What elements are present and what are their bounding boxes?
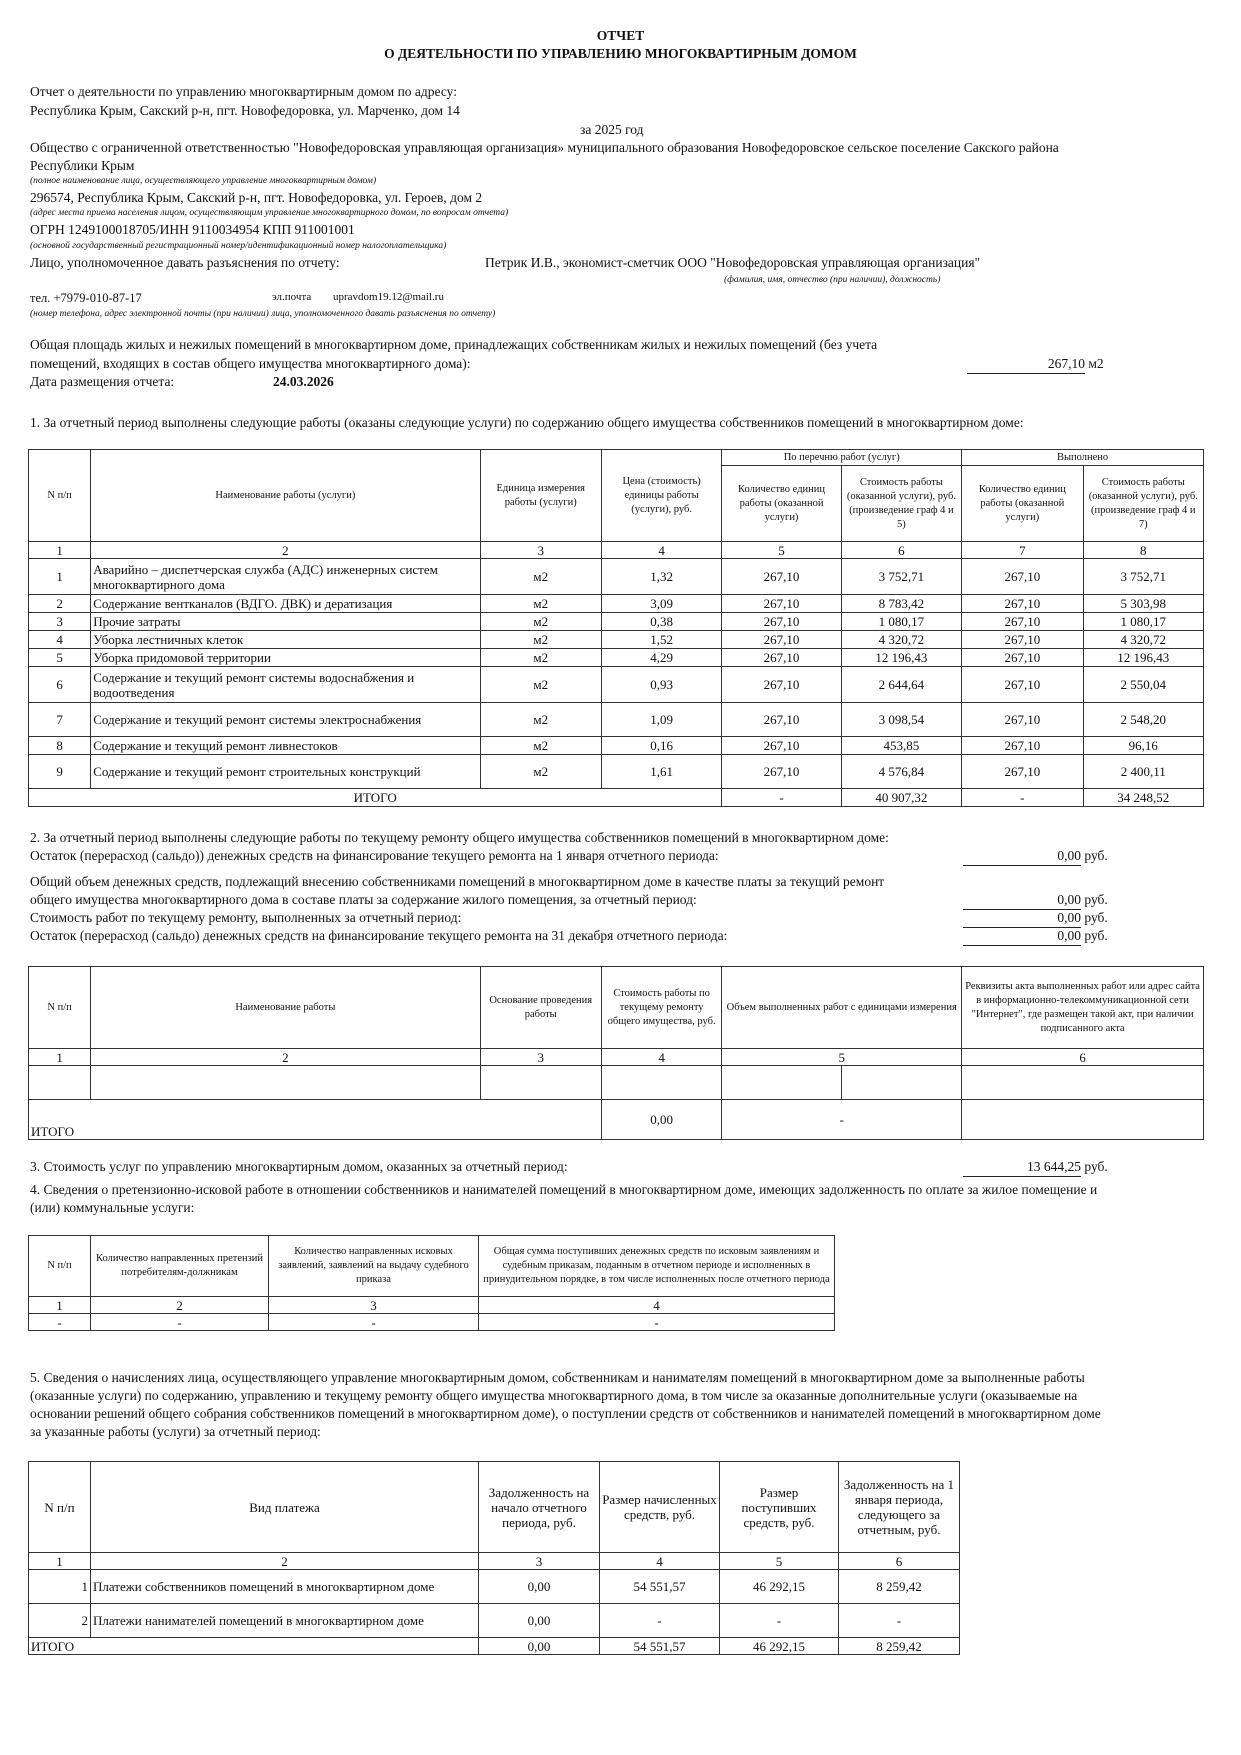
row-num: 7	[29, 703, 91, 737]
col-group-done: Выполнено	[962, 450, 1204, 466]
balance-start-value: 0,00	[963, 847, 1081, 866]
total-received: 46 292,15	[720, 1638, 839, 1655]
col-number: 5	[722, 1049, 962, 1066]
work-name: Аварийно – диспетчерская служба (АДС) инженерных систем многоквартирного дома	[91, 559, 480, 595]
balance-end-value: 0,00	[963, 927, 1081, 946]
plan-cost: 4 576,84	[841, 755, 961, 789]
total-done-cost: 34 248,52	[1083, 789, 1203, 807]
row-num: 2	[29, 595, 91, 613]
col-name: Наименование работы (услуги)	[91, 450, 480, 542]
area-field	[967, 355, 1104, 374]
table-row	[29, 631, 1204, 649]
work-unit: м2	[480, 755, 601, 789]
col-num: N п/п	[29, 1462, 91, 1553]
works-cost-field	[963, 909, 1108, 928]
plan-cost: 2 644,64	[841, 667, 961, 703]
col-unit: Единица измерения работы (услуги)	[480, 450, 601, 542]
col-number: 4	[601, 1049, 721, 1066]
payments-table	[28, 1461, 960, 1655]
payments-total-row	[29, 1638, 960, 1655]
done-qty: 267,10	[962, 755, 1083, 789]
plan-qty: 267,10	[722, 559, 841, 595]
col-number: 1	[29, 542, 91, 559]
date-value: 24.03.2026	[273, 374, 334, 389]
total-plan-qty: -	[722, 789, 841, 807]
done-qty: 267,10	[962, 613, 1083, 631]
repair-total-row	[29, 1100, 1204, 1140]
col-price: Цена (стоимость) единицы работы (услуги), руб.	[601, 450, 721, 542]
debt-end: 8 259,42	[839, 1570, 960, 1604]
row-num: 1	[29, 559, 91, 595]
col-number: 3	[479, 1553, 600, 1570]
area-text-cont: помещений, входящих в состав общего имущества многоквартирного дома):	[30, 356, 471, 371]
works-cost-value: 0,00	[963, 909, 1081, 928]
col-volume: Объем выполненных работ с единицами измерения	[722, 967, 962, 1049]
report-subtitle: О ДЕЯТЕЛЬНОСТИ ПО УПРАВЛЕНИЮ МНОГОКВАРТИРНЫМ ДОМОМ	[384, 46, 857, 61]
empty-cell	[91, 1066, 480, 1100]
section4-heading-cont: (или) коммунальные услуги:	[30, 1200, 195, 1215]
charged: 54 551,57	[600, 1570, 720, 1604]
col-number: 3	[269, 1297, 479, 1314]
row-num: 8	[29, 737, 91, 755]
col-received: Размер поступивших средств, руб.	[720, 1462, 839, 1553]
debt-start: 0,00	[479, 1570, 600, 1604]
section5-heading-4: за указанные работы (услуги) за отчетный период:	[30, 1424, 321, 1439]
col-group-plan: По перечню работ (услуг)	[722, 450, 962, 466]
email-label: эл.почта	[272, 291, 312, 303]
work-unit: м2	[480, 559, 601, 595]
col-act: Реквизиты акта выполненных работ или адрес сайта в информационно-телекоммуникационной сети "Интернет", где размещен такой акт, при наличии подписанного акта	[962, 967, 1204, 1049]
works-cost-label: Стоимость работ по текущему ремонту, выполненных за отчетный период:	[30, 910, 462, 925]
col-cost: Стоимость работы по текущему ремонту общего имущества, руб.	[601, 967, 721, 1049]
col-number: 3	[480, 542, 601, 559]
col-name: Наименование работы	[91, 967, 480, 1049]
house-address: Республика Крым, Сакский р-н, пгт. Новофедоровка, ул. Марченко, дом 14	[30, 103, 460, 118]
ogrn-note: (основной государственный регистрационный номер/идентификационный номер налогоплательщика)	[30, 241, 447, 251]
total-funds-field	[963, 891, 1108, 910]
plan-cost: 1 080,17	[841, 613, 961, 631]
row-num: 4	[29, 631, 91, 649]
empty-cell	[962, 1066, 1204, 1100]
contact-person-note: (фамилия, имя, отчество (при наличии), должность)	[724, 275, 941, 285]
done-qty: 267,10	[962, 737, 1083, 755]
done-cost: 2 548,20	[1083, 703, 1203, 737]
col-type: Вид платежа	[91, 1462, 479, 1553]
work-name: Содержание и текущий ремонт системы электроснабжения	[91, 703, 480, 737]
work-unit: м2	[480, 631, 601, 649]
balance-start-label: Остаток (перерасход (сальдо)) денежных средств на финансирование текущего ремонта на 1 января отчетного периода:	[30, 848, 719, 863]
total-plan-cost: 40 907,32	[841, 789, 961, 807]
total-cost: 0,00	[601, 1100, 721, 1140]
section2-heading: 2. За отчетный период выполнены следующие работы по текущему ремонту общего имущества собственников помещений в многоквартирном доме:	[30, 830, 889, 845]
section5-heading-2: (оказанные услуги) по содержанию, управлению и текущему ремонту общего имущества многоквартирного дома, в том числе за оказанные дополнительные услуги (оказываемые на	[30, 1388, 1078, 1403]
work-price: 1,09	[601, 703, 721, 737]
plan-qty: 267,10	[722, 649, 841, 667]
table-row	[29, 1314, 835, 1331]
received: 46 292,15	[720, 1570, 839, 1604]
intro-text: Отчет о деятельности по управлению многоквартирным домом по адресу:	[30, 84, 458, 99]
done-cost: 3 752,71	[1083, 559, 1203, 595]
section3-label: 3. Стоимость услуг по управлению многоквартирным домом, оказанных за отчетный период:	[30, 1159, 568, 1174]
total-done-qty: -	[962, 789, 1083, 807]
plan-cost: 4 320,72	[841, 631, 961, 649]
claims-table	[28, 1235, 835, 1331]
col-number: 2	[91, 1553, 479, 1570]
total-funds-label: Общий объем денежных средств, подлежащий внесению собственниками помещений в многоквартирном доме в качестве платы за текущий ремонт	[30, 874, 885, 889]
table-row	[29, 649, 1204, 667]
area-value: 267,10	[967, 355, 1085, 374]
works-table	[28, 449, 1204, 807]
row-num: 6	[29, 667, 91, 703]
col-claims: Количество направленных претензий потребителям-должникам	[91, 1236, 269, 1297]
work-name: Содержание вентканалов (ВДГО. ДВК) и дератизация	[91, 595, 480, 613]
charged: -	[600, 1604, 720, 1638]
col-number: 1	[29, 1297, 91, 1314]
row-num: 1	[29, 1570, 91, 1604]
currency: руб.	[1084, 1159, 1108, 1174]
total-funds-value: 0,00	[963, 891, 1081, 910]
done-qty: 267,10	[962, 559, 1083, 595]
plan-qty: 267,10	[722, 595, 841, 613]
done-cost: 96,16	[1083, 737, 1203, 755]
col-debt-end: Задолженность на 1 января периода, следующего за отчетным, руб.	[839, 1462, 960, 1553]
col-number: 6	[841, 542, 961, 559]
plan-cost: 3 752,71	[841, 559, 961, 595]
repair-table	[28, 966, 1204, 1140]
ogrn-inn-kpp: ОГРН 1249100018705/ИНН 9110034954 КПП 911001001	[30, 222, 355, 237]
work-unit: м2	[480, 649, 601, 667]
col-plan-qty: Количество единиц работы (оказанной услуги)	[722, 466, 841, 542]
col-number: 4	[600, 1553, 720, 1570]
plan-cost: 453,85	[841, 737, 961, 755]
total-debt-start: 0,00	[479, 1638, 600, 1655]
empty-cell	[29, 1066, 91, 1100]
col-number: 7	[962, 542, 1083, 559]
row-num: 2	[29, 1604, 91, 1638]
phone: тел. +7979-010-87-17	[30, 291, 142, 305]
org-address: 296574, Республика Крым, Сакский р-н, пгт. Новофедоровка, ул. Героев, дом 2	[30, 190, 483, 205]
plan-cost: 3 098,54	[841, 703, 961, 737]
plan-qty: 267,10	[722, 631, 841, 649]
payment-type: Платежи собственников помещений в многоквартирном доме	[91, 1570, 479, 1604]
plan-qty: 267,10	[722, 667, 841, 703]
col-num: N п/п	[29, 967, 91, 1049]
done-qty: 267,10	[962, 649, 1083, 667]
row-num: 9	[29, 755, 91, 789]
col-number: 2	[91, 542, 480, 559]
repair-empty-row	[29, 1066, 1204, 1100]
plan-qty: 267,10	[722, 737, 841, 755]
work-unit: м2	[480, 595, 601, 613]
done-qty: 267,10	[962, 595, 1083, 613]
work-price: 0,93	[601, 667, 721, 703]
total-volume: -	[722, 1100, 962, 1140]
section5-heading-3: основании решений общего собрания собственников помещений в многоквартирном доме), о поступлении средств от собственников и нанимателей помещений в многоквартирном доме	[30, 1406, 1101, 1421]
empty-cell	[722, 1066, 841, 1100]
org-name: Общество с ограниченной ответственностью "Новофедоровская управляющая организация» муниципального образования Новофедоровское сельское поселение Сакского района	[30, 140, 1059, 155]
contact-person: Петрик И.В., экономист-сметчик ООО "Новофедоровская управляющая организация"	[485, 255, 981, 270]
payment-type: Платежи нанимателей помещений в многоквартирном доме	[91, 1604, 479, 1638]
claims-count: -	[91, 1314, 269, 1331]
table-row	[29, 595, 1204, 613]
col-plan-cost: Стоимость работы (оказанной услуги), руб. (произведение граф 4 и 5)	[841, 466, 961, 542]
col-num: N п/п	[29, 1236, 91, 1297]
received: -	[720, 1604, 839, 1638]
work-price: 3,09	[601, 595, 721, 613]
management-cost-value: 13 644,25	[963, 1158, 1081, 1177]
claims-num: -	[29, 1314, 91, 1331]
table-row	[29, 1604, 960, 1638]
work-price: 0,16	[601, 737, 721, 755]
work-unit: м2	[480, 667, 601, 703]
claims-sum: -	[479, 1314, 835, 1331]
plan-qty: 267,10	[722, 613, 841, 631]
total-label: ИТОГО	[29, 1100, 602, 1140]
col-number: 4	[479, 1297, 835, 1314]
work-name: Уборка придомовой территории	[91, 649, 480, 667]
col-number: 5	[722, 542, 841, 559]
col-number: 2	[91, 1297, 269, 1314]
org-name-note: (полное наименование лица, осуществляющего управление многоквартирным домом)	[30, 176, 377, 186]
col-number: 8	[1083, 542, 1203, 559]
col-number: 6	[839, 1553, 960, 1570]
plan-cost: 12 196,43	[841, 649, 961, 667]
col-number: 1	[29, 1553, 91, 1570]
col-number: 3	[480, 1049, 601, 1066]
table-row	[29, 703, 1204, 737]
done-qty: 267,10	[962, 667, 1083, 703]
col-sum: Общая сумма поступивших денежных средств по исковым заявлениям и судебным приказам, поданным в отчетном периоде и исполненных в принудительном порядке, в том числе исполненных после отчетного периода	[479, 1236, 835, 1297]
section4-heading: 4. Сведения о претензионно-исковой работе в отношении собственников и нанимателей помещений в многоквартирном доме, имеющих задолженность по оплате за жилое помещение и	[30, 1182, 1098, 1197]
col-num: N п/п	[29, 450, 91, 542]
management-cost-field	[963, 1158, 1108, 1177]
contact-label: Лицо, уполномоченное давать разъяснения по отчету:	[30, 255, 340, 270]
total-debt-end: 8 259,42	[839, 1638, 960, 1655]
col-number: 4	[601, 542, 721, 559]
currency: руб.	[1084, 892, 1108, 907]
report-period: за 2025 год	[580, 122, 644, 137]
report-title: ОТЧЕТ	[596, 28, 645, 43]
empty-cell	[962, 1100, 1204, 1140]
total-charged: 54 551,57	[600, 1638, 720, 1655]
col-number: 5	[720, 1553, 839, 1570]
table-row	[29, 559, 1204, 595]
done-cost: 1 080,17	[1083, 613, 1203, 631]
work-price: 1,61	[601, 755, 721, 789]
balance-end-field	[963, 927, 1108, 946]
work-name: Уборка лестничных клеток	[91, 631, 480, 649]
table-row	[29, 613, 1204, 631]
work-name: Содержание и текущий ремонт строительных конструкций	[91, 755, 480, 789]
done-qty: 267,10	[962, 703, 1083, 737]
currency: руб.	[1084, 848, 1108, 863]
done-cost: 4 320,72	[1083, 631, 1203, 649]
work-name: Прочие затраты	[91, 613, 480, 631]
org-address-note: (адрес места приема населения лицом, осуществляющим управление многоквартирного домом, по вопросам отчета)	[30, 208, 509, 218]
total-label: ИТОГО	[29, 789, 722, 807]
currency: руб.	[1084, 928, 1108, 943]
plan-cost: 8 783,42	[841, 595, 961, 613]
col-done-qty: Количество единиц работы (оказанной услуги)	[962, 466, 1083, 542]
table-row	[29, 667, 1204, 703]
balance-end-label: Остаток (перерасход (сальдо) денежных средств на финансирование текущего ремонта на 31 декабря отчетного периода:	[30, 928, 728, 943]
work-name: Содержание и текущий ремонт ливнестоков	[91, 737, 480, 755]
balance-start-field	[963, 847, 1108, 866]
plan-qty: 267,10	[722, 703, 841, 737]
empty-cell	[480, 1066, 601, 1100]
total-funds-label-cont: общего имущества многоквартирного дома в составе платы за содержание жилого помещения, за отчетный период:	[30, 892, 697, 907]
work-price: 1,52	[601, 631, 721, 649]
section5-heading: 5. Сведения о начислениях лица, осуществляющего управление многоквартирным домом, собственникам и нанимателям помещений в многоквартирном доме за выполненные работы	[30, 1370, 1085, 1385]
done-cost: 2 400,11	[1083, 755, 1203, 789]
work-price: 1,32	[601, 559, 721, 595]
col-number: 1	[29, 1049, 91, 1066]
row-num: 5	[29, 649, 91, 667]
email[interactable]: upravdom19.12@mail.ru	[333, 291, 444, 303]
org-name-cont: Республики Крым	[30, 158, 135, 173]
table-row	[29, 755, 1204, 789]
col-lawsuits: Количество направленных исковых заявлений, заявлений на выдачу судебного приказа	[269, 1236, 479, 1297]
phone-note: (номер телефона, адрес электронной почты (при наличии) лица, уполномоченного давать разъяснения по отчету)	[30, 309, 496, 319]
work-unit: м2	[480, 703, 601, 737]
col-debt-start: Задолженность на начало отчетного периода, руб.	[479, 1462, 600, 1553]
col-done-cost: Стоимость работы (оказанной услуги), руб. (произведение граф 4 и 7)	[1083, 466, 1203, 542]
done-cost: 12 196,43	[1083, 649, 1203, 667]
done-cost: 5 303,98	[1083, 595, 1203, 613]
debt-end: -	[839, 1604, 960, 1638]
works-total-row	[29, 789, 1204, 807]
work-unit: м2	[480, 737, 601, 755]
col-charged: Размер начисленных средств, руб.	[600, 1462, 720, 1553]
lawsuits-count: -	[269, 1314, 479, 1331]
currency: руб.	[1084, 910, 1108, 925]
empty-cell	[841, 1066, 961, 1100]
empty-cell	[601, 1066, 721, 1100]
work-price: 4,29	[601, 649, 721, 667]
section1-heading: 1. За отчетный период выполнены следующие работы (оказаны следующие услуги) по содержанию общего имущества собственников помещений в многоквартирном доме:	[30, 415, 1024, 430]
done-qty: 267,10	[962, 631, 1083, 649]
total-label: ИТОГО	[29, 1638, 479, 1655]
row-num: 3	[29, 613, 91, 631]
done-cost: 2 550,04	[1083, 667, 1203, 703]
work-name: Содержание и текущий ремонт системы водоснабжения и водоотведения	[91, 667, 480, 703]
date-label: Дата размещения отчета:	[30, 374, 175, 389]
table-row	[29, 1570, 960, 1604]
plan-qty: 267,10	[722, 755, 841, 789]
col-basis: Основание проведения работы	[480, 967, 601, 1049]
col-number: 6	[962, 1049, 1204, 1066]
debt-start: 0,00	[479, 1604, 600, 1638]
work-price: 0,38	[601, 613, 721, 631]
table-row	[29, 737, 1204, 755]
area-unit: м2	[1088, 356, 1104, 371]
work-unit: м2	[480, 613, 601, 631]
area-text: Общая площадь жилых и нежилых помещений в многоквартирном доме, принадлежащих собственникам жилых и нежилых помещений (без учета	[30, 337, 878, 352]
col-number: 2	[91, 1049, 480, 1066]
